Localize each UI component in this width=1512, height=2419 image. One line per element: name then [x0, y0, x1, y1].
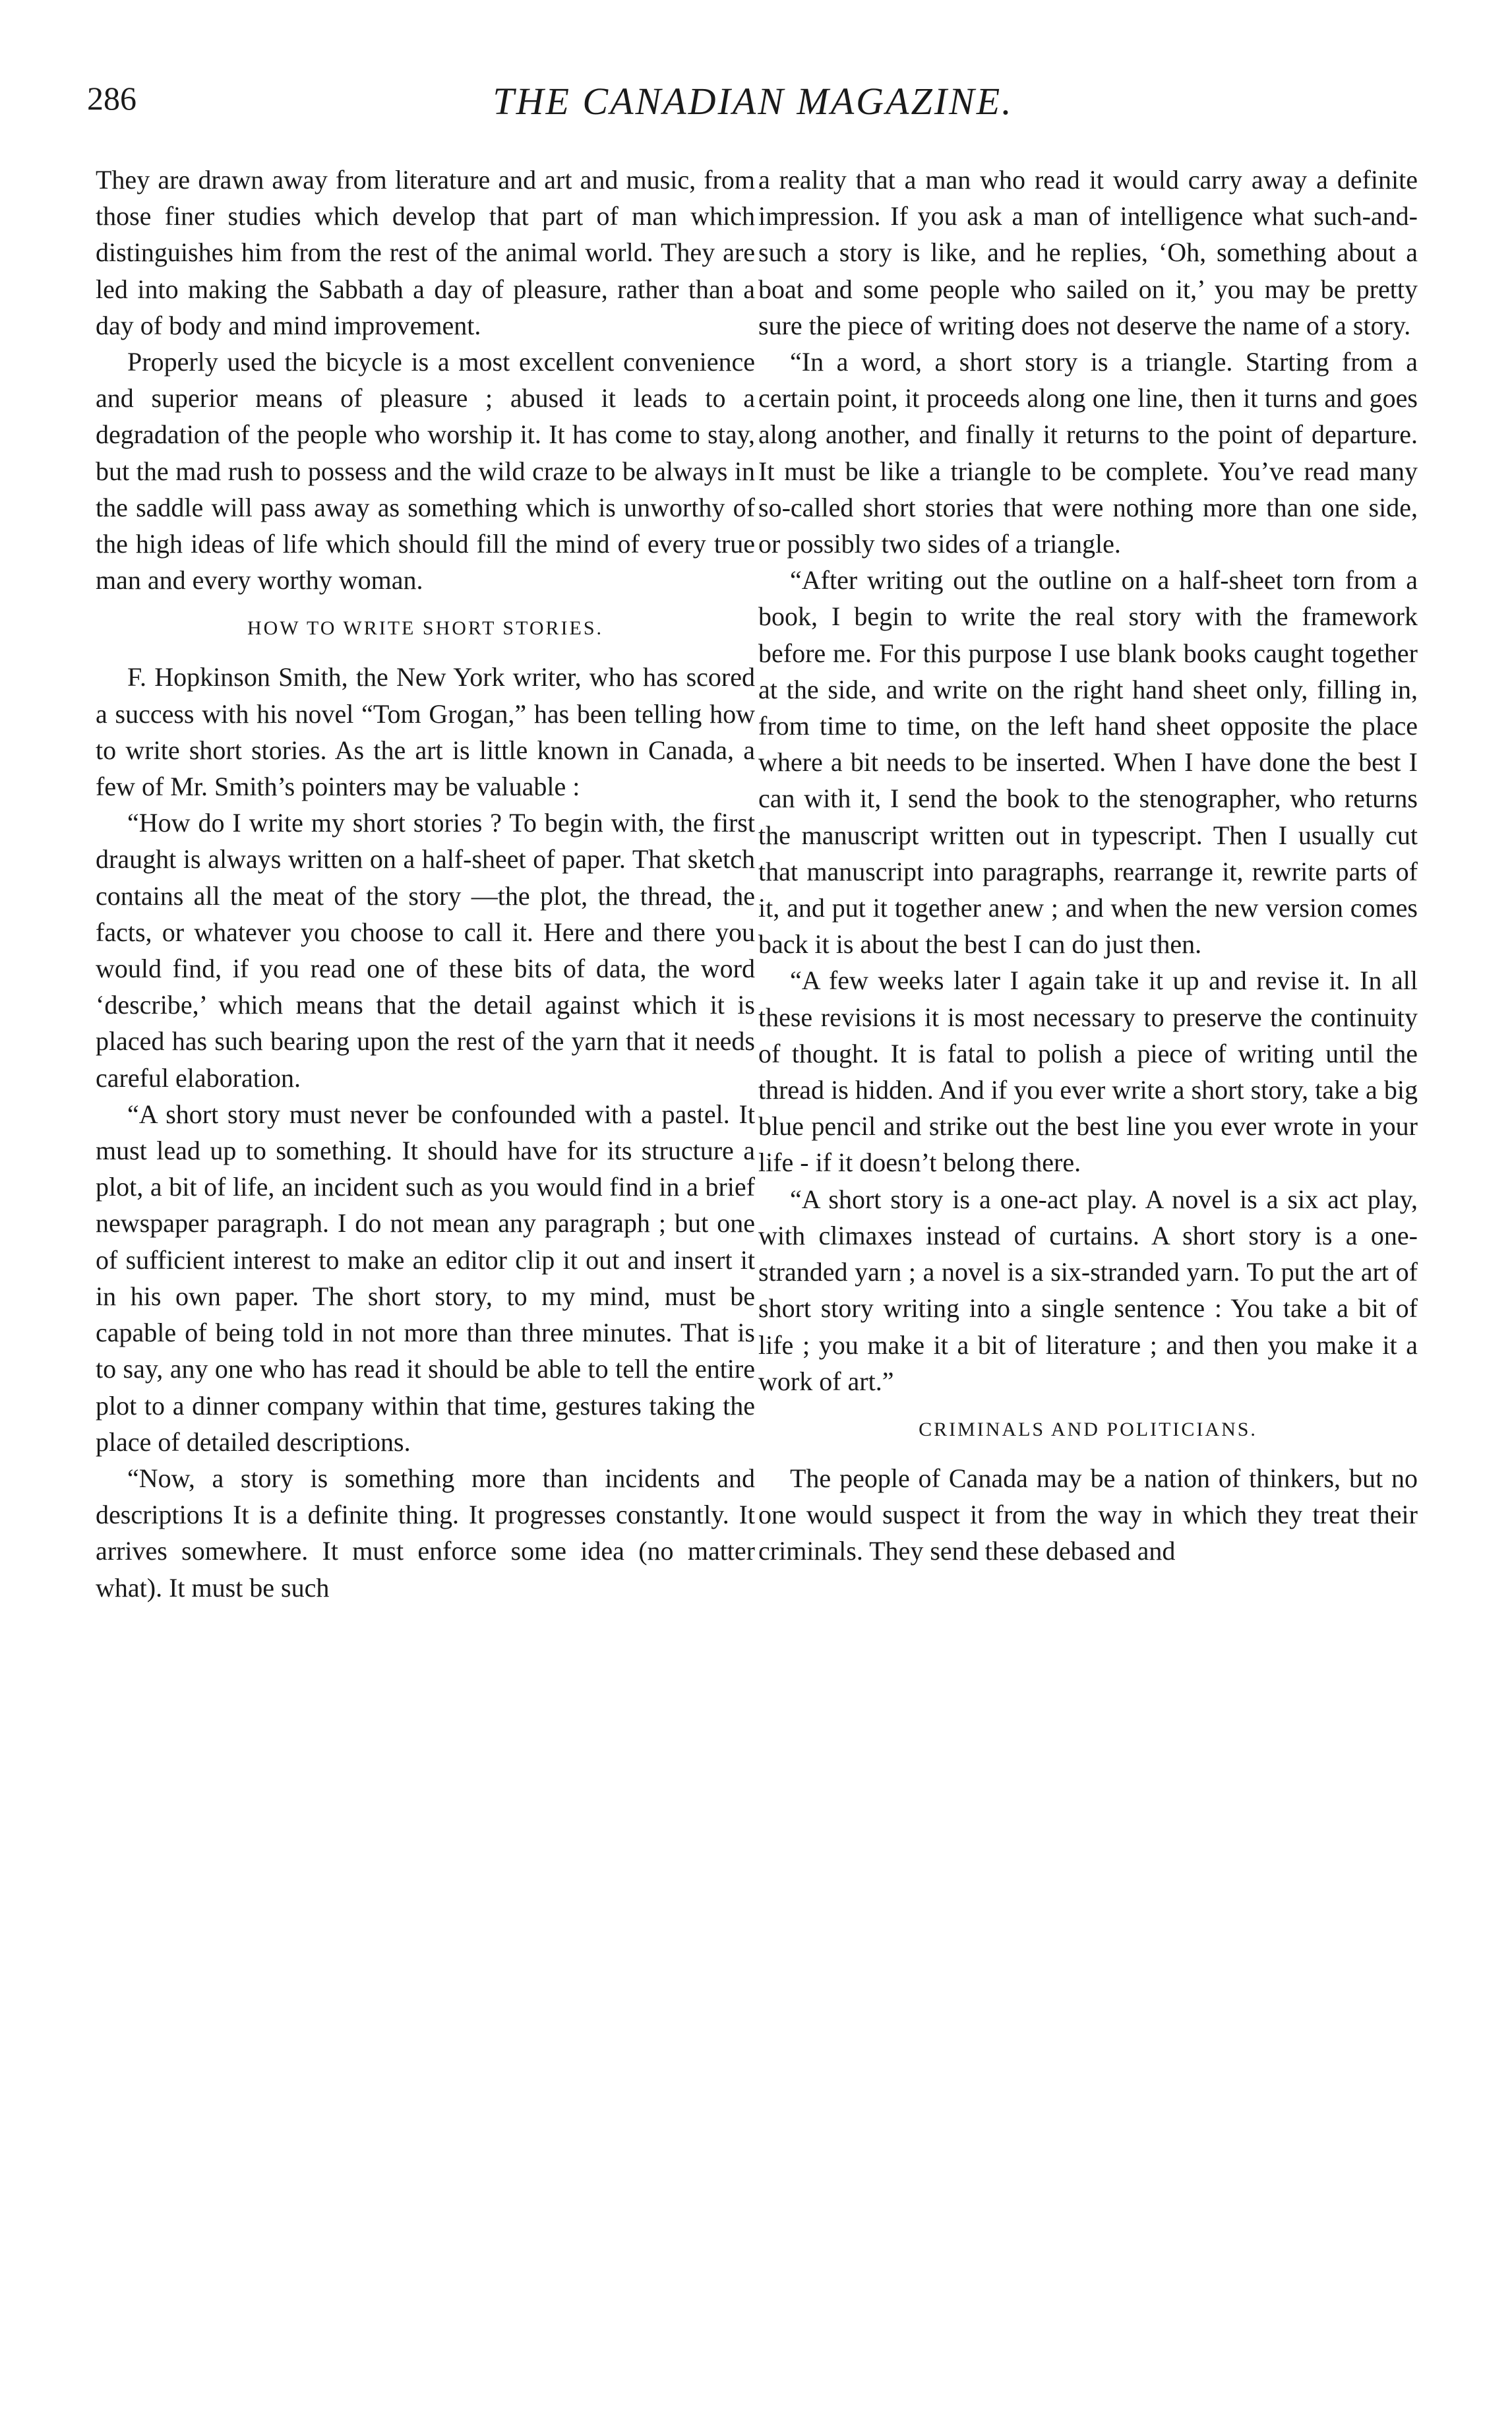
paragraph: “A short story is a one-act play. A novel is a six act play, with climaxes instead of curtains. A short story is a one-stranded yarn ; a novel is a six-stranded yarn. To put the art of short story writing into a single sentence : You take a bit of life ; you make it a bit of literature ; and then you make it a work of art.” — [758, 1184, 1418, 1396]
paragraph: Properly used the bicycle is a most excellent convenience and superior means of pleasure ; abused it leads to a degradation of the people who worship it. It has come to stay, but the mad rush to possess and the wild craze to be always in the saddle will pass away as something which is unworthy of the high ideas of life which should fill the mind of every true man and every worthy woman. — [96, 347, 755, 596]
page-header — [87, 79, 1419, 132]
left-column — [96, 162, 755, 1606]
paragraph: The people of Canada may be a nation of thinkers, but no one would suspect it from the way in which they treat their criminals. They send these debased and — [758, 1463, 1418, 1566]
paragraph: “In a word, a short story is a triangle. Starting from a certain point, it proceeds along one line, then it turns and goes along another, and finally it returns to the point of departure. It must be like a triangle to be complete. You’ve read many so-called short stories that were nothing more than one side, or possibly two sides of a triangle. — [758, 347, 1418, 559]
paragraph: F. Hopkinson Smith, the New York writer, who has scored a success with his novel “Tom Grogan,” has been telling how to write short stories. As the art is little known in Canada, a few of Mr. Smith’s pointers may be valuable : — [96, 662, 755, 802]
paragraph: “A short story must never be confounded with a pastel. It must lead up to something. It should have for its structure a plot, a bit of life, an incident such as you would find in a brief newspaper paragraph. I do not mean any paragraph ; but one of sufficient interest to make an editor clip it out and insert it in his own paper. The short story, to my mind, must be capable of being told in not more than three minutes. That is to say, any one who has read it should be able to tell the entire plot to a dinner company within that time, gestures taking the place of detailed descriptions. — [96, 1099, 755, 1457]
paragraph: “A few weeks later I again take it up and revise it. In all these revisions it is most necessary to preserve the continuity of thought. It is fatal to polish a piece of writing until the thread is hidden. And if you ever write a short story, take a big blue pencil and strike out the best line you ever wrote in your life - if it doesn’t belong there. — [758, 965, 1418, 1178]
paragraph: They are drawn away from literature and art and music, from those finer studies which develop that part of man which distinguishes him from the rest of the animal world. They are led into making the Sabbath a day of pleasure, rather than a day of body and mind improvement. — [96, 165, 755, 340]
section-heading: CRIMINALS AND POLITICIANS. — [919, 1418, 1257, 1440]
right-column — [758, 162, 1418, 1570]
running-head: THE CANADIAN MAGAZINE. — [493, 80, 1013, 123]
page-number: 286 — [87, 80, 136, 117]
paragraph: a reality that a man who read it would carry away a definite impression. If you ask a man of intelligence what such-and-such a story is like, and he replies, ‘Oh, something about a boat and some people who sailed on it,’ you may be pretty sure the piece of writing does not deserve the name of a story. — [758, 165, 1418, 340]
paragraph: “After writing out the outline on a half-sheet torn from a book, I begin to write the real story with the framework before me. For this purpose I use blank books caught together at the side, and write on the right hand sheet only, filling in, from time to time, on the left hand sheet opposite the place where a bit needs to be inserted. When I have done the best I can with it, I send the book to the stenographer, who returns the manuscript written out in typescript. Then I usually cut that manuscript into paragraphs, rearrange it, rewrite parts of it, and put it together anew ; and when the new version comes back it is about the best I can do just then. — [758, 565, 1418, 960]
paragraph: “Now, a story is something more than incidents and descriptions It is a definite thing. It progresses constantly. It arrives somewhere. It must enforce some idea (no matter what). It must be such — [96, 1463, 755, 1603]
paragraph: “How do I write my short stories ? To begin with, the first draught is always written on a half-sheet of paper. That sketch contains all the meat of the story —the plot, the thread, the facts, or whatever you choose to call it. Here and there you would find, if you read one of these bits of data, the word ‘describe,’ which means that the detail against which it is placed has such bearing upon the rest of the yarn that it needs careful elaboration. — [96, 808, 755, 1093]
section-heading: HOW TO WRITE SHORT STORIES. — [247, 617, 604, 640]
